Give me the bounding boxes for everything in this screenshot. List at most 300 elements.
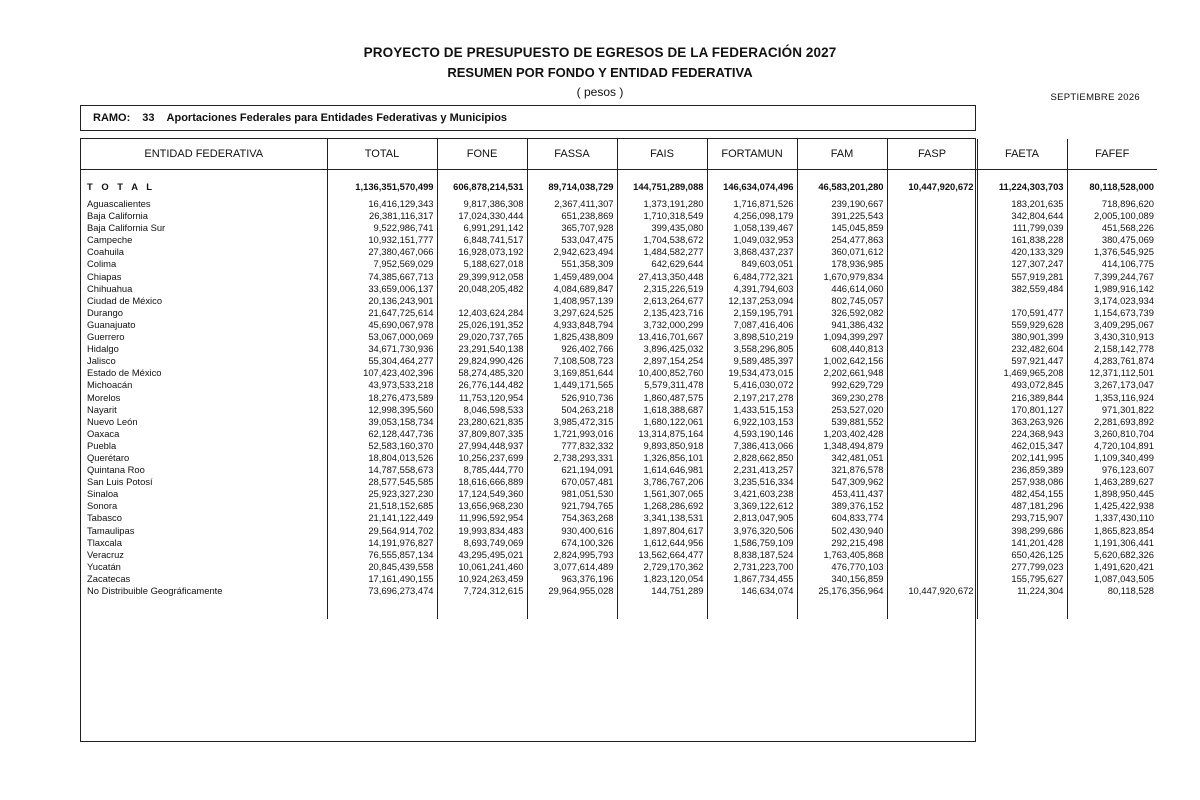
- spacer-cell: [527, 597, 617, 619]
- amount-cell: 414,106,775: [1101, 258, 1154, 270]
- amount-cell: 25,923,327,230: [327, 488, 437, 500]
- amount-cell: [887, 549, 977, 561]
- table-row: [81, 416, 1157, 428]
- table-row: [81, 222, 1157, 234]
- amount-cell: 33,659,006,137: [327, 283, 437, 295]
- amount-cell: 1,094,399,297: [797, 331, 887, 343]
- amount-cell: 597,921,447: [977, 355, 1067, 367]
- amount-cell: 2,197,217,278: [707, 392, 797, 404]
- amount-cell: [887, 464, 977, 476]
- amount-cell: 14,787,558,673: [327, 464, 437, 476]
- column-header: FASSA: [527, 139, 617, 170]
- amount-cell: 4,391,794,603: [707, 283, 797, 295]
- amount-cell: 170,801,127: [977, 404, 1067, 416]
- amount-cell: [887, 355, 977, 367]
- amount-cell: 62,128,447,736: [327, 428, 437, 440]
- amount-cell: 399,435,080: [617, 222, 707, 234]
- table-row: [81, 392, 1157, 404]
- amount-cell: 340,156,859: [797, 573, 887, 585]
- amount-cell: [887, 234, 977, 246]
- amount-cell: 1,710,318,549: [617, 210, 707, 222]
- amount-cell: 43,973,533,218: [327, 379, 437, 391]
- entity-name-cell: Guerrero: [81, 331, 327, 343]
- amount-cell: 1,326,856,101: [617, 452, 707, 464]
- table-row: [81, 525, 1157, 537]
- amount-cell: 3,786,767,206: [617, 476, 707, 488]
- entity-name-cell: Puebla: [81, 440, 327, 452]
- entity-name-cell: Chihuahua: [81, 283, 327, 295]
- amount-cell: 6,922,103,153: [707, 416, 797, 428]
- table-row: [81, 258, 1157, 270]
- amount-cell: [887, 416, 977, 428]
- amount-cell: 621,194,091: [527, 464, 617, 476]
- amount-cell: 674,100,326: [527, 537, 617, 549]
- amount-cell: 10,061,241,460: [437, 561, 527, 573]
- amount-cell: 1,203,402,428: [797, 428, 887, 440]
- amount-cell: 3,174,023,934: [1094, 294, 1154, 306]
- amount-cell: 971,301,822: [1101, 403, 1154, 415]
- amount-cell: 2,281,693,892: [1094, 415, 1154, 427]
- amount-cell: 5,620,682,326: [1094, 548, 1154, 560]
- amount-cell: 1,680,122,061: [617, 416, 707, 428]
- table-row: [81, 283, 1157, 295]
- table-row: [81, 355, 1157, 367]
- entity-name-cell: Zacatecas: [81, 573, 327, 585]
- spacer-cell: [527, 170, 617, 181]
- amount-cell: 2,135,423,716: [617, 307, 707, 319]
- amount-cell: 493,072,845: [977, 379, 1067, 391]
- amount-cell: 170,591,477: [977, 307, 1067, 319]
- amount-cell: 43,295,495,021: [437, 549, 527, 561]
- amount-cell: 20,136,243,901: [327, 295, 437, 307]
- amount-cell: 20,845,439,558: [327, 561, 437, 573]
- spacer-cell: [887, 597, 977, 619]
- amount-cell: 5,188,627,018: [437, 258, 527, 270]
- amount-cell: 1,376,545,925: [1094, 246, 1154, 258]
- amount-cell: 1,612,644,956: [617, 537, 707, 549]
- amount-cell: [887, 343, 977, 355]
- amount-cell: [887, 271, 977, 283]
- table-row: [81, 234, 1157, 246]
- amount-cell: 17,024,330,444: [437, 210, 527, 222]
- amount-cell: 18,616,666,889: [437, 476, 527, 488]
- amount-cell: 2,231,413,257: [707, 464, 797, 476]
- amount-cell: 650,426,125: [977, 549, 1067, 561]
- ramo-box: [80, 105, 976, 131]
- amount-cell: [887, 476, 977, 488]
- table-row: [81, 295, 1157, 307]
- total-row: [81, 180, 1157, 194]
- amount-cell: 2,824,995,793: [527, 549, 617, 561]
- amount-cell: [887, 258, 977, 270]
- amount-cell: 849,603,051: [707, 258, 797, 270]
- amount-cell: 420,133,329: [977, 246, 1067, 258]
- amount-cell: 144,751,289,088: [617, 180, 707, 194]
- amount-cell: 462,015,347: [977, 440, 1067, 452]
- spacer-cell: [437, 597, 527, 619]
- amount-cell: 155,795,627: [977, 573, 1067, 585]
- amount-cell: 8,693,749,069: [437, 537, 527, 549]
- amount-cell: 53,067,000,069: [327, 331, 437, 343]
- amount-cell: 398,299,686: [977, 525, 1067, 537]
- amount-cell: 380,475,069: [1101, 234, 1154, 246]
- amount-cell: 1,268,286,692: [617, 500, 707, 512]
- amount-cell: 236,859,389: [977, 464, 1067, 476]
- amount-cell: 4,720,104,891: [1094, 439, 1154, 451]
- amount-cell: 1,433,515,153: [707, 404, 797, 416]
- amount-cell: 1,463,289,627: [1094, 476, 1154, 488]
- amount-cell: [887, 428, 977, 440]
- amount-cell: [887, 210, 977, 222]
- amount-cell: 5,579,311,478: [617, 379, 707, 391]
- amount-cell: [437, 295, 527, 307]
- amount-cell: 20,048,205,482: [437, 283, 527, 295]
- amount-cell: 257,938,086: [977, 476, 1067, 488]
- column-header: FAFEF: [1067, 139, 1157, 170]
- amount-cell: 10,447,920,672: [887, 585, 977, 597]
- entity-name-cell: Baja California: [81, 210, 327, 222]
- spacer-cell: [1067, 597, 1157, 619]
- entity-name-cell: No Distribuible Geográficamente: [81, 585, 327, 597]
- amount-cell: 1,154,673,739: [1094, 306, 1154, 318]
- amount-cell: 224,368,943: [977, 428, 1067, 440]
- amount-cell: 17,124,549,360: [437, 488, 527, 500]
- amount-cell: 111,799,039: [977, 222, 1067, 234]
- amount-cell: 365,707,928: [527, 222, 617, 234]
- amount-cell: 1,002,642,156: [797, 355, 887, 367]
- amount-cell: 1,704,538,672: [617, 234, 707, 246]
- amount-cell: 277,799,023: [977, 561, 1067, 573]
- amount-cell: 141,201,428: [977, 537, 1067, 549]
- amount-cell: 5,416,030,072: [707, 379, 797, 391]
- entity-name-cell: Colima: [81, 258, 327, 270]
- amount-cell: [887, 392, 977, 404]
- amount-cell: 1,087,043,505: [1094, 572, 1154, 584]
- amount-cell: 27,413,350,448: [617, 271, 707, 283]
- amount-cell: [887, 331, 977, 343]
- amount-cell: 3,297,624,525: [527, 307, 617, 319]
- table-row: [81, 198, 1157, 210]
- report-title: PROYECTO DE PRESUPUESTO DE EGRESOS DE LA FEDERACIÓN 2027: [363, 45, 837, 60]
- entity-name-cell: Baja California Sur: [81, 222, 327, 234]
- amount-cell: 1,484,582,277: [617, 246, 707, 258]
- amount-cell: 4,256,098,179: [707, 210, 797, 222]
- spacer-cell: [977, 170, 1067, 181]
- table-row: [81, 585, 1157, 597]
- table-row: [81, 307, 1157, 319]
- amount-cell: 380,901,399: [977, 331, 1067, 343]
- amount-cell: 13,314,875,164: [617, 428, 707, 440]
- amount-cell: 754,363,268: [527, 512, 617, 524]
- amount-cell: 502,430,940: [797, 525, 887, 537]
- amount-cell: 1,408,957,139: [527, 295, 617, 307]
- amount-cell: 216,389,844: [977, 392, 1067, 404]
- amount-cell: 3,421,603,238: [707, 488, 797, 500]
- amount-cell: 1,867,734,455: [707, 573, 797, 585]
- amount-cell: 146,634,074: [707, 585, 797, 597]
- amount-cell: 14,191,976,827: [327, 537, 437, 549]
- amount-cell: 608,440,813: [797, 343, 887, 355]
- table-row: [81, 319, 1157, 331]
- amount-cell: 451,568,226: [1101, 222, 1154, 234]
- amount-cell: 1,449,171,565: [527, 379, 617, 391]
- amount-cell: 10,447,920,672: [887, 180, 977, 194]
- amount-cell: 963,376,196: [527, 573, 617, 585]
- amount-cell: 23,291,540,138: [437, 343, 527, 355]
- amount-cell: [887, 525, 977, 537]
- amount-cell: [887, 452, 977, 464]
- table-row: [81, 488, 1157, 500]
- table-row: [81, 367, 1157, 379]
- amount-cell: 253,527,020: [797, 404, 887, 416]
- amount-cell: 3,077,614,489: [527, 561, 617, 573]
- amount-cell: 446,614,060: [797, 283, 887, 295]
- amount-cell: 921,794,765: [527, 500, 617, 512]
- amount-cell: 7,108,508,723: [527, 355, 617, 367]
- table-row: [81, 404, 1157, 416]
- amount-cell: 2,738,293,331: [527, 452, 617, 464]
- amount-cell: 1,348,494,879: [797, 440, 887, 452]
- amount-cell: 1,373,191,280: [617, 198, 707, 210]
- amount-cell: 992,629,729: [797, 379, 887, 391]
- table-row: [81, 561, 1157, 573]
- amount-cell: 10,400,852,760: [617, 367, 707, 379]
- spacer-cell: [617, 597, 707, 619]
- table-row: [81, 379, 1157, 391]
- spacer-cell: [81, 597, 327, 619]
- amount-cell: 3,341,138,531: [617, 512, 707, 524]
- entity-name-cell: Tlaxcala: [81, 537, 327, 549]
- entity-name-cell: Campeche: [81, 234, 327, 246]
- amount-cell: [887, 488, 977, 500]
- table-body: [81, 170, 1157, 620]
- amount-cell: 557,919,281: [977, 271, 1067, 283]
- amount-cell: 1,670,979,834: [797, 271, 887, 283]
- spacer-cell: [81, 170, 327, 181]
- amount-cell: 604,833,774: [797, 512, 887, 524]
- amount-cell: 802,745,057: [797, 295, 887, 307]
- amount-cell: 21,647,725,614: [327, 307, 437, 319]
- amount-cell: 482,454,155: [977, 488, 1067, 500]
- column-header: FAIS: [617, 139, 707, 170]
- amount-cell: 342,481,051: [797, 452, 887, 464]
- amount-cell: 3,430,310,913: [1094, 331, 1154, 343]
- amount-cell: 45,690,067,978: [327, 319, 437, 331]
- amount-cell: 3,409,295,067: [1094, 318, 1154, 330]
- amount-cell: 17,161,490,155: [327, 573, 437, 585]
- amount-cell: 13,656,968,230: [437, 500, 527, 512]
- amount-cell: 18,804,013,526: [327, 452, 437, 464]
- amount-cell: 3,558,296,805: [707, 343, 797, 355]
- report-units: ( pesos ): [576, 85, 624, 99]
- spacer-cell: [797, 597, 887, 619]
- amount-cell: [887, 404, 977, 416]
- amount-cell: 8,785,444,770: [437, 464, 527, 476]
- amount-cell: 29,564,914,702: [327, 525, 437, 537]
- spacer-cell: [977, 597, 1067, 619]
- budget-table-container: [80, 138, 1154, 742]
- amount-cell: 1,058,139,467: [707, 222, 797, 234]
- table-row: [81, 512, 1157, 524]
- report-title-block: [0, 44, 1200, 100]
- amount-cell: 3,898,510,219: [707, 331, 797, 343]
- spacer-cell: [797, 170, 887, 181]
- amount-cell: 2,729,170,362: [617, 561, 707, 573]
- amount-cell: 26,776,144,482: [437, 379, 527, 391]
- amount-cell: 4,933,848,794: [527, 319, 617, 331]
- amount-cell: 19,993,834,483: [437, 525, 527, 537]
- amount-cell: 29,020,737,765: [437, 331, 527, 343]
- amount-cell: 533,047,475: [527, 234, 617, 246]
- amount-cell: 16,928,073,192: [437, 246, 527, 258]
- column-header: ENTIDAD FEDERATIVA: [81, 139, 327, 170]
- amount-cell: 55,304,464,277: [327, 355, 437, 367]
- amount-cell: 3,732,000,299: [617, 319, 707, 331]
- amount-cell: 13,562,664,477: [617, 549, 707, 561]
- spacer-cell: [327, 170, 437, 181]
- entity-name-cell: Quintana Roo: [81, 464, 327, 476]
- amount-cell: 2,159,195,791: [707, 307, 797, 319]
- amount-cell: 23,280,621,835: [437, 416, 527, 428]
- amount-cell: 930,400,616: [527, 525, 617, 537]
- amount-cell: 4,084,689,847: [527, 283, 617, 295]
- spacer-row: [81, 170, 1157, 181]
- amount-cell: 9,893,850,918: [617, 440, 707, 452]
- amount-cell: 34,671,730,936: [327, 343, 437, 355]
- amount-cell: 144,751,289: [617, 585, 707, 597]
- amount-cell: 25,176,356,964: [797, 585, 887, 597]
- table-row: [81, 549, 1157, 561]
- entity-name-cell: Estado de México: [81, 367, 327, 379]
- amount-cell: 11,224,304: [977, 585, 1067, 597]
- amount-cell: [887, 222, 977, 234]
- amount-cell: [887, 573, 977, 585]
- amount-cell: [887, 379, 977, 391]
- amount-cell: 389,376,152: [797, 500, 887, 512]
- amount-cell: 13,416,701,667: [617, 331, 707, 343]
- amount-cell: 74,385,667,713: [327, 271, 437, 283]
- amount-cell: 2,367,411,307: [527, 198, 617, 210]
- amount-cell: 178,936,985: [797, 258, 887, 270]
- entity-name-cell: Michoacán: [81, 379, 327, 391]
- amount-cell: 487,181,296: [977, 500, 1067, 512]
- amount-cell: 29,399,912,058: [437, 271, 527, 283]
- amount-cell: 1,989,916,142: [1094, 282, 1154, 294]
- report-subtitle: RESUMEN POR FONDO Y ENTIDAD FEDERATIVA: [447, 65, 753, 80]
- amount-cell: 551,358,309: [527, 258, 617, 270]
- amount-cell: 369,230,278: [797, 392, 887, 404]
- ramo-label: RAMO:: [93, 112, 131, 124]
- report-date: SEPTIEMBRE 2026: [1050, 92, 1140, 103]
- amount-cell: 2,202,661,948: [797, 367, 887, 379]
- entity-name-cell: Nuevo León: [81, 416, 327, 428]
- amount-cell: [977, 295, 1067, 307]
- amount-cell: 3,985,472,315: [527, 416, 617, 428]
- spacer-cell: [707, 597, 797, 619]
- amount-cell: 2,828,662,850: [707, 452, 797, 464]
- amount-cell: [887, 367, 977, 379]
- amount-cell: 183,201,635: [977, 198, 1067, 210]
- entity-name-cell: Aguascalientes: [81, 198, 327, 210]
- amount-cell: 58,274,485,320: [437, 367, 527, 379]
- amount-cell: 3,976,320,506: [707, 525, 797, 537]
- column-header: FASP: [887, 139, 977, 170]
- amount-cell: 8,046,598,533: [437, 404, 527, 416]
- table-row: [81, 428, 1157, 440]
- amount-cell: 7,399,244,767: [1094, 270, 1154, 282]
- table-row: [81, 210, 1157, 222]
- amount-cell: 16,416,129,343: [327, 198, 437, 210]
- amount-cell: 254,477,863: [797, 234, 887, 246]
- amount-cell: 1,049,032,953: [707, 234, 797, 246]
- amount-cell: 9,817,386,308: [437, 198, 527, 210]
- amount-cell: [887, 246, 977, 258]
- amount-cell: 26,381,116,317: [327, 210, 437, 222]
- amount-cell: 6,991,291,142: [437, 222, 527, 234]
- entity-name-cell: Tamaulipas: [81, 525, 327, 537]
- entity-name-cell: Hidalgo: [81, 343, 327, 355]
- amount-cell: 4,593,190,146: [707, 428, 797, 440]
- amount-cell: 1,337,430,110: [1094, 512, 1154, 524]
- amount-cell: 6,484,772,321: [707, 271, 797, 283]
- amount-cell: 1,618,388,687: [617, 404, 707, 416]
- spacer-cell: [617, 170, 707, 181]
- entity-name-cell: Chiapas: [81, 271, 327, 283]
- spacer-cell: [437, 170, 527, 181]
- amount-cell: 27,380,467,066: [327, 246, 437, 258]
- amount-cell: 1,459,489,004: [527, 271, 617, 283]
- amount-cell: 107,423,402,396: [327, 367, 437, 379]
- amount-cell: 547,309,962: [797, 476, 887, 488]
- amount-cell: 321,876,578: [797, 464, 887, 476]
- amount-cell: 2,813,047,905: [707, 512, 797, 524]
- table-row: [81, 440, 1157, 452]
- amount-cell: 2,005,100,089: [1094, 210, 1154, 222]
- entity-name-cell: T O T A L: [81, 180, 327, 194]
- amount-cell: 21,141,122,449: [327, 512, 437, 524]
- amount-cell: 7,386,413,066: [707, 440, 797, 452]
- amount-cell: 52,583,160,370: [327, 440, 437, 452]
- amount-cell: 202,141,995: [977, 452, 1067, 464]
- amount-cell: 1,136,351,570,499: [327, 180, 437, 194]
- amount-cell: 28,577,545,585: [327, 476, 437, 488]
- amount-cell: 3,169,851,644: [527, 367, 617, 379]
- spacer-cell: [1067, 170, 1157, 181]
- amount-cell: 1,425,422,938: [1094, 500, 1154, 512]
- entity-name-cell: Oaxaca: [81, 428, 327, 440]
- amount-cell: 3,267,173,047: [1094, 379, 1154, 391]
- amount-cell: 391,225,543: [797, 210, 887, 222]
- amount-cell: 718,896,620: [1101, 198, 1154, 209]
- table-row: [81, 573, 1157, 585]
- amount-cell: 8,838,187,524: [707, 549, 797, 561]
- amount-cell: 89,714,038,729: [527, 180, 617, 194]
- table-header-row: [81, 139, 1157, 170]
- amount-cell: 326,592,082: [797, 307, 887, 319]
- amount-cell: [887, 319, 977, 331]
- amount-cell: 37,809,807,335: [437, 428, 527, 440]
- amount-cell: 7,952,569,029: [327, 258, 437, 270]
- amount-cell: 12,403,624,284: [437, 307, 527, 319]
- column-header: TOTAL: [327, 139, 437, 170]
- entity-name-cell: Querétaro: [81, 452, 327, 464]
- amount-cell: 25,026,191,352: [437, 319, 527, 331]
- amount-cell: 526,910,736: [527, 392, 617, 404]
- amount-cell: 1,614,646,981: [617, 464, 707, 476]
- spacer-row: [81, 597, 1157, 619]
- table-row: [81, 476, 1157, 488]
- entity-name-cell: Coahuila: [81, 246, 327, 258]
